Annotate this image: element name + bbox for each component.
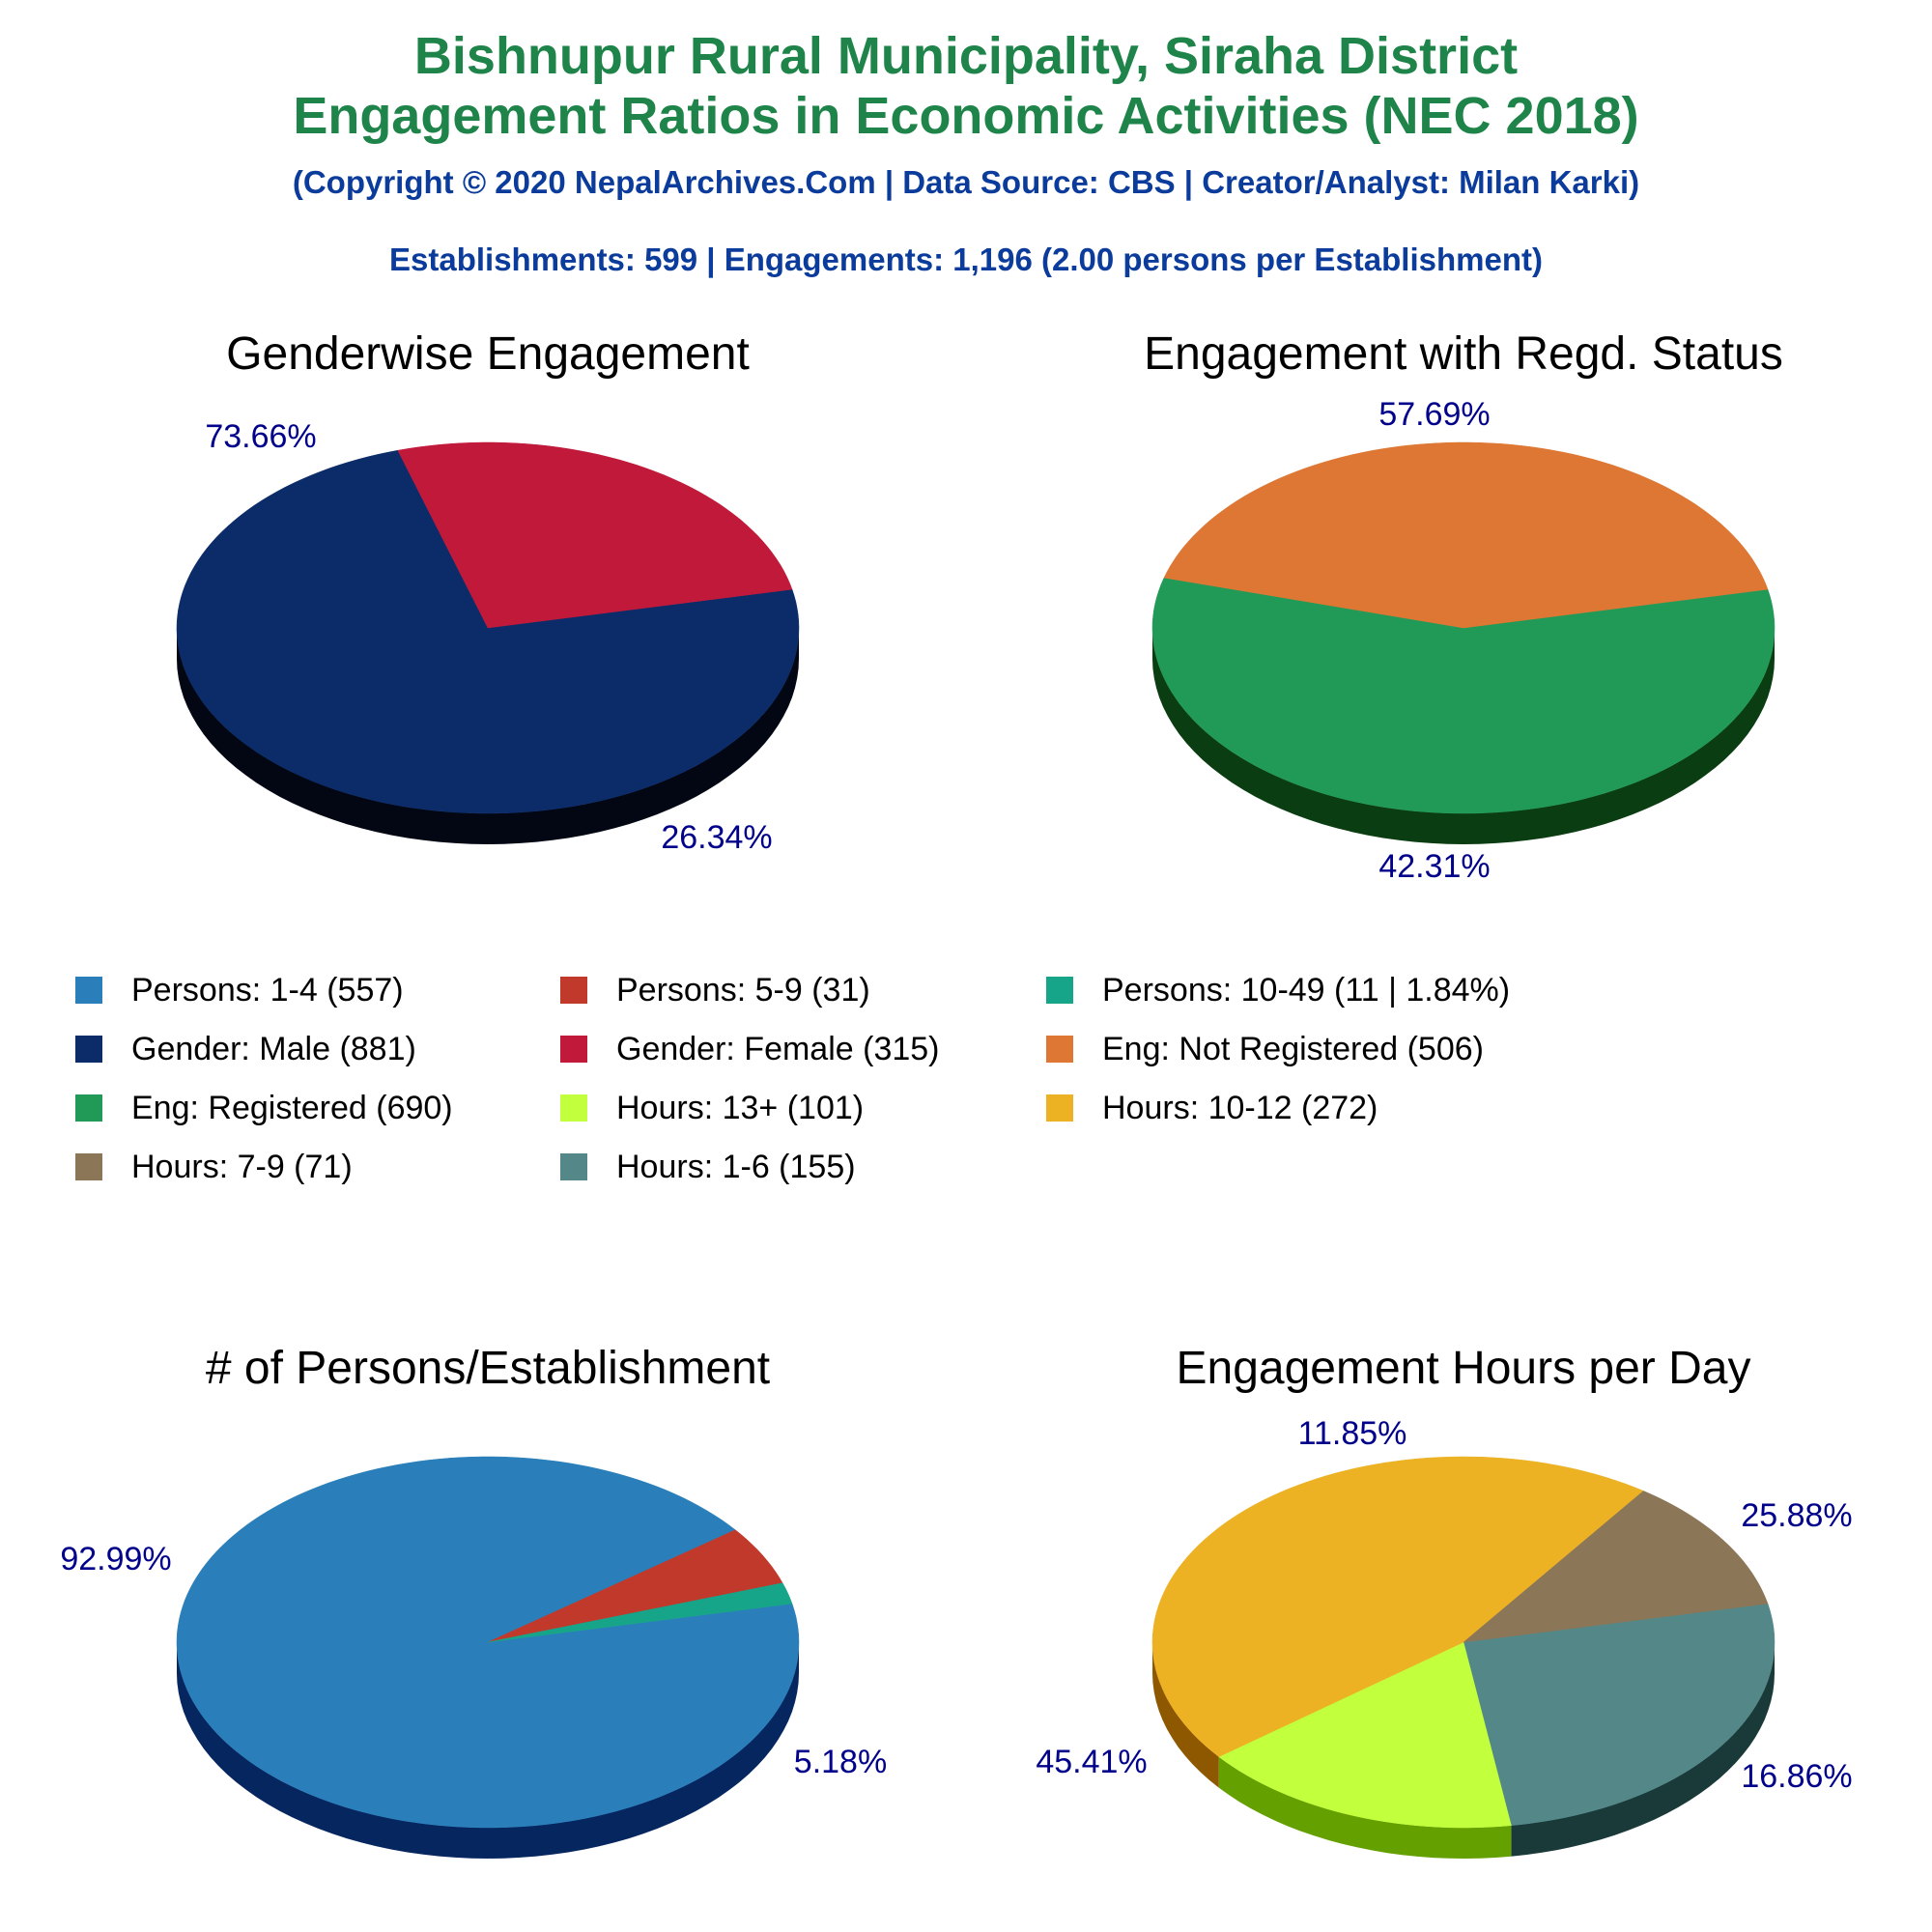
legend-label: Eng: Not Registered (506) — [1102, 1030, 1484, 1067]
legend-item — [560, 966, 870, 1014]
legend-label: Hours: 1-6 (155) — [616, 1148, 856, 1185]
legend-swatch — [1046, 1094, 1073, 1122]
pie-chart — [60, 1343, 887, 1859]
pie-percent-label: 5.18% — [793, 1744, 888, 1780]
legend-label: Hours: 13+ (101) — [616, 1089, 865, 1126]
legend-item — [75, 1084, 453, 1132]
pie-chart — [1144, 328, 1783, 885]
legend-item — [75, 966, 404, 1014]
legend-swatch — [560, 1094, 587, 1122]
legend-swatch — [560, 977, 587, 1004]
legend-swatch — [75, 1036, 102, 1063]
pie-chart — [177, 328, 799, 856]
legend-swatch — [560, 1153, 587, 1180]
legend-item — [560, 1084, 864, 1132]
legend-item — [560, 1025, 940, 1073]
legend-item — [1046, 1025, 1484, 1073]
pie-percent-label: 25.88% — [1741, 1497, 1853, 1534]
pie-title: # of Persons/Establishment — [205, 1343, 771, 1394]
pie-title: Engagement Hours per Day — [1176, 1343, 1751, 1394]
legend-label: Persons: 10-49 (11 | 1.84%) — [1102, 971, 1511, 1009]
legend-label: Eng: Registered (690) — [131, 1089, 453, 1126]
pie-percent-label: 16.86% — [1741, 1758, 1853, 1795]
legend-label: Hours: 10-12 (272) — [1102, 1089, 1378, 1126]
legend-swatch — [1046, 977, 1073, 1004]
chart-title-line1: Bishnupur Rural Municipality, Siraha District — [413, 27, 1519, 85]
legend-label: Gender: Male (881) — [131, 1030, 416, 1067]
legend-swatch — [75, 1153, 102, 1180]
legend-item — [1046, 966, 1510, 1014]
pie-percent-label: 42.31% — [1378, 848, 1491, 885]
legend-item — [75, 1025, 416, 1073]
chart-title-line2: Engagement Ratios in Economic Activities (NEC 2018) — [293, 87, 1639, 145]
copyright-line: (Copyright © 2020 NepalArchives.Com | Data Source: CBS | Creator/Analyst: Milan Karki) — [292, 164, 1640, 200]
pie-percent-label: 92.99% — [60, 1541, 172, 1577]
pie-percent-label: 26.34% — [661, 819, 773, 856]
pie-chart — [1036, 1343, 1852, 1859]
pie-title: Engagement with Regd. Status — [1144, 328, 1783, 380]
legend-swatch — [1046, 1036, 1073, 1063]
pie-percent-label: 73.66% — [205, 418, 317, 455]
legend-label: Persons: 1-4 (557) — [131, 971, 404, 1009]
legend-label: Persons: 5-9 (31) — [616, 971, 870, 1009]
legend-item — [75, 1143, 353, 1191]
pie-slice — [1463, 1604, 1775, 1826]
pie-percent-label: 57.69% — [1378, 396, 1491, 433]
legend-swatch — [75, 977, 102, 1004]
legend-label: Gender: Female (315) — [616, 1030, 940, 1067]
pie-title: Genderwise Engagement — [226, 328, 750, 380]
legend-swatch — [75, 1094, 102, 1122]
legend-swatch — [560, 1036, 587, 1063]
summary-line: Establishments: 599 | Engagements: 1,196 (2.00 persons per Establishment) — [389, 242, 1543, 277]
pie-percent-label: 11.85% — [1297, 1415, 1407, 1452]
pie-percent-label: 45.41% — [1036, 1744, 1148, 1780]
legend-label: Hours: 7-9 (71) — [131, 1148, 353, 1185]
legend-item — [560, 1143, 856, 1191]
legend-item — [1046, 1084, 1378, 1132]
